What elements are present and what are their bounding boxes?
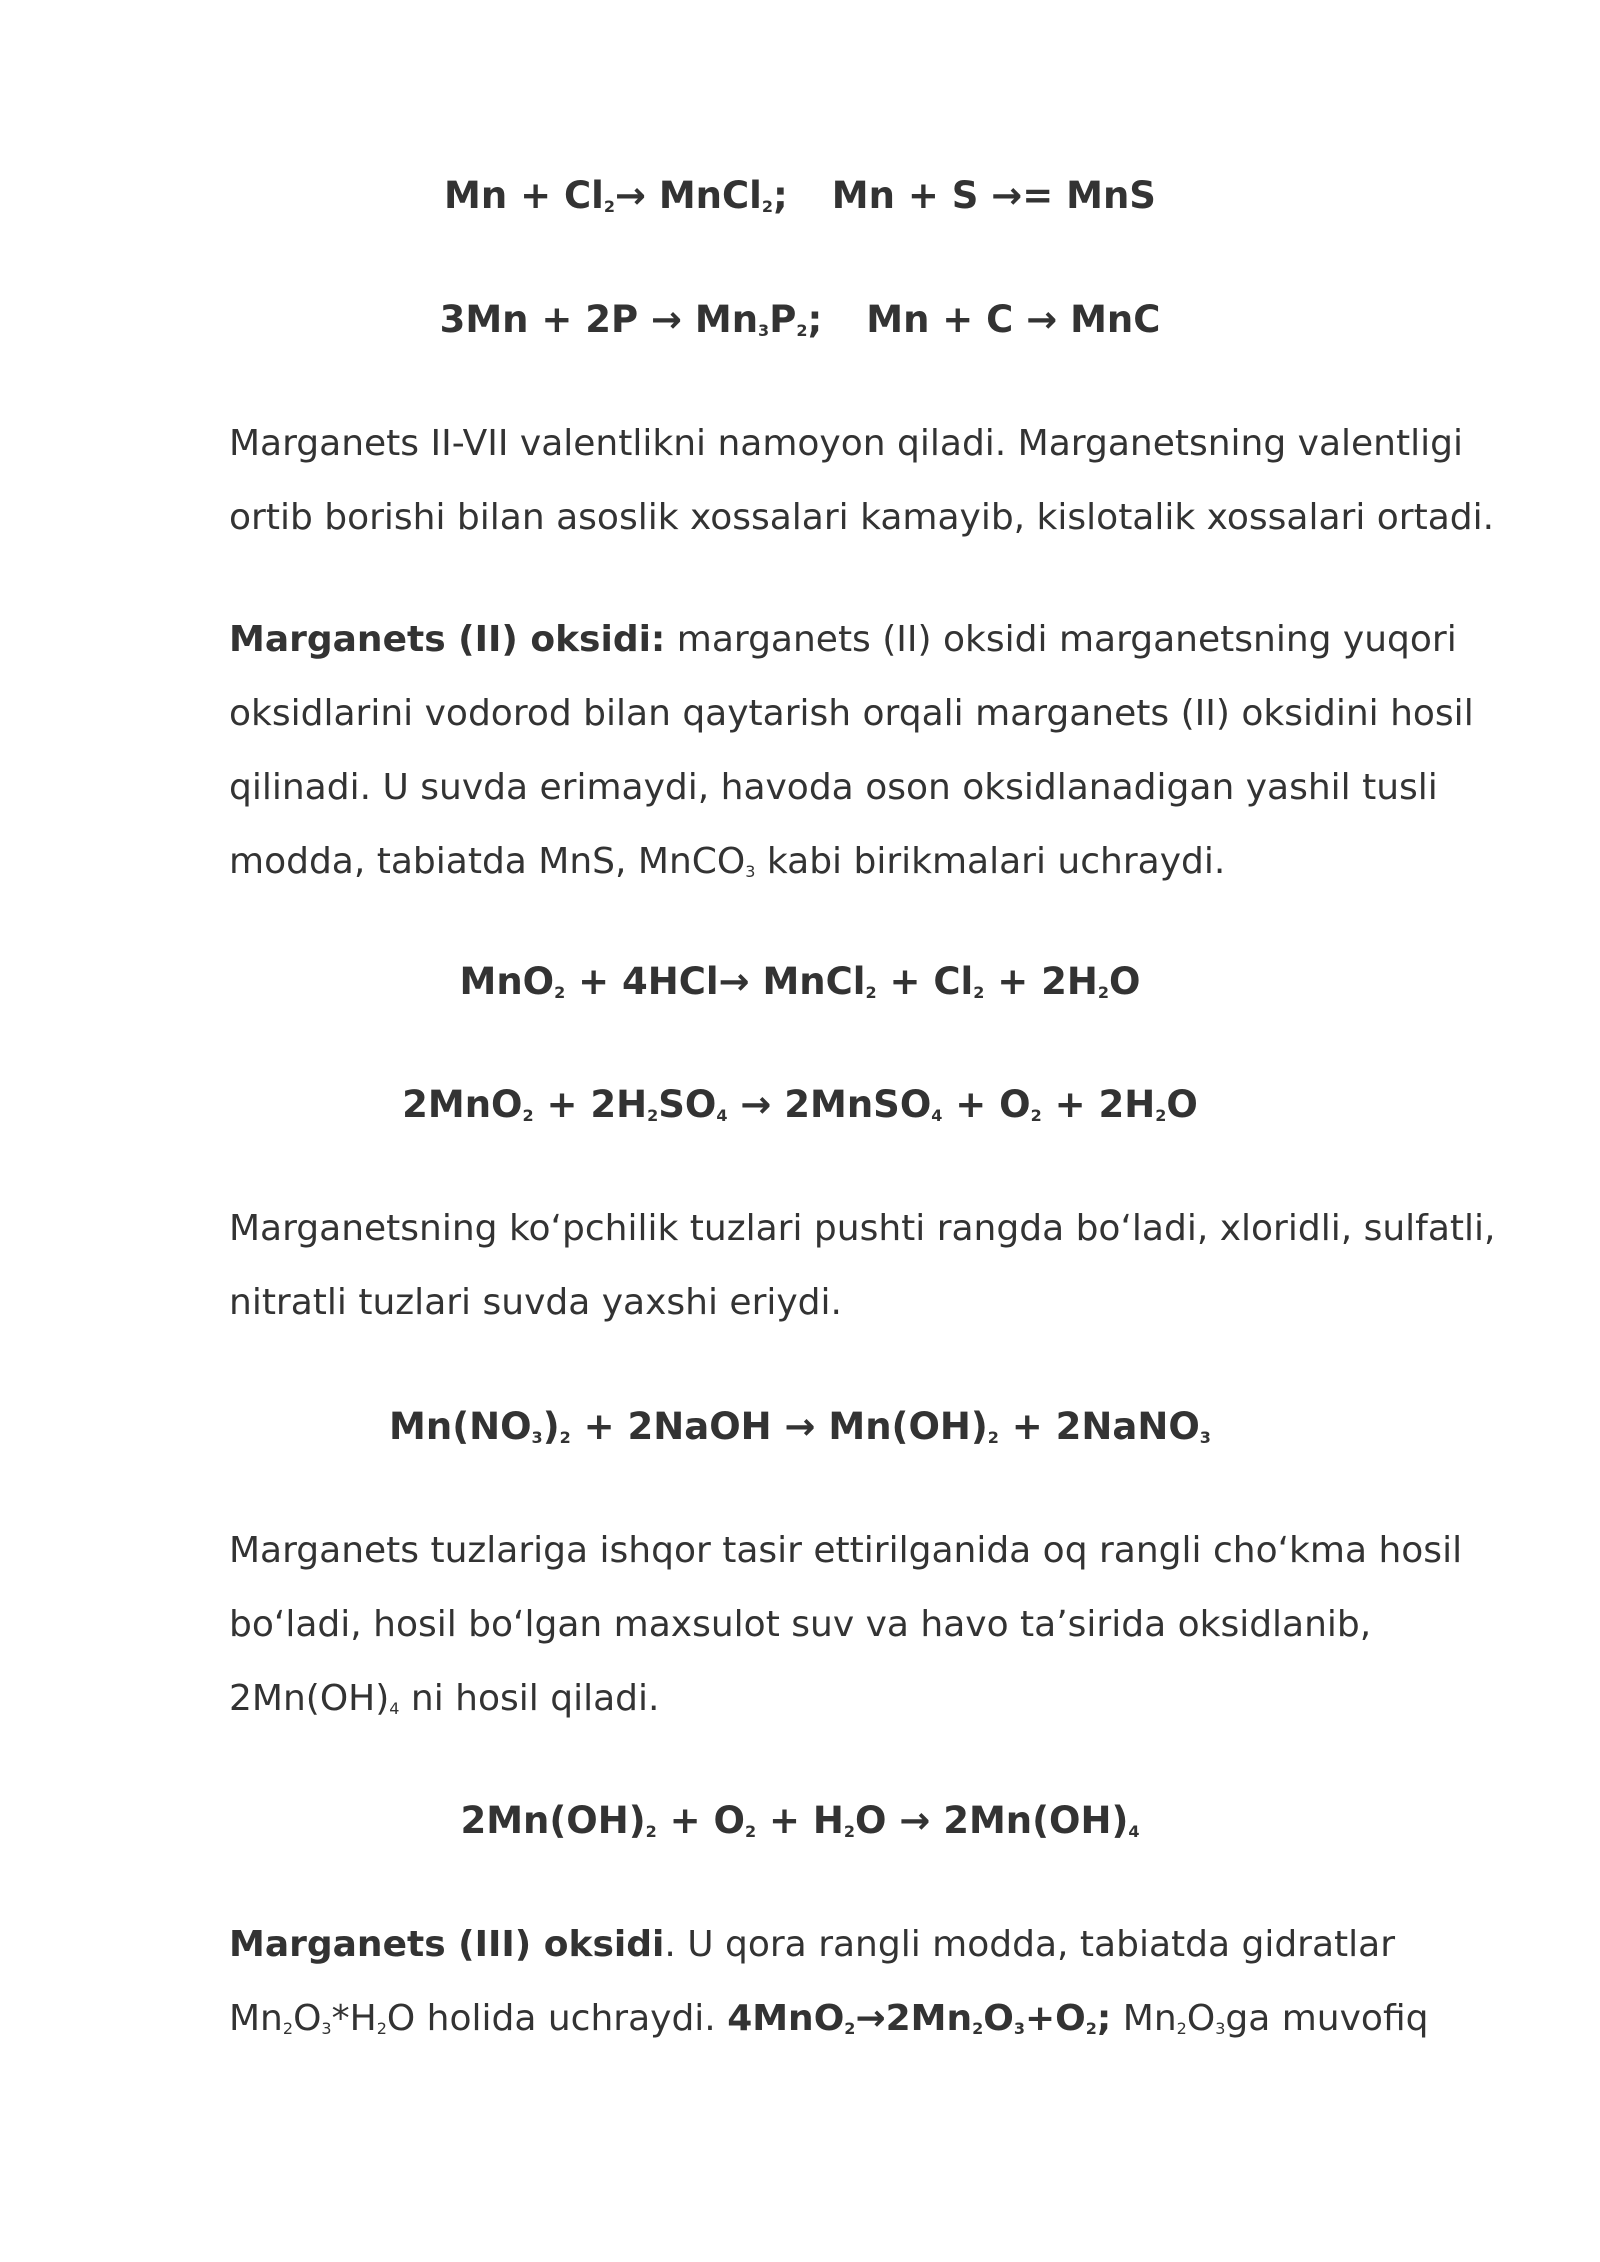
text-line: oksidlarini vodorod bilan qaytarish orqali marganets (II) oksidini hosil	[229, 693, 1474, 734]
text-part: O	[1186, 1998, 1216, 2039]
text-part: ni hosil qiladi.	[399, 1678, 660, 1719]
subscript: 2	[843, 1822, 855, 1841]
section-heading: Marganets (III) oksidi	[229, 1924, 665, 1965]
inline-equation	[727, 1998, 1111, 2039]
text-line: Marganets II-VII valentlikni namoyon qiladi. Marganetsning valentligi	[229, 423, 1463, 464]
text-part: . U qora rangli modda, tabiatda gidratlar	[664, 1924, 1396, 1965]
text-line: Marganetsning koʻpchilik tuzlari pushti rangda boʻladi, xloridli, sulfatli,	[229, 1208, 1496, 1249]
subscript: 2	[559, 1428, 571, 1447]
equation-part: →2Mn	[855, 1998, 973, 2039]
text-line: nitratli tuzlari suvda yaxshi eriydi.	[229, 1282, 842, 1323]
equation-part: + Cl	[876, 960, 974, 1003]
equation-part: Mn + C → MnC	[866, 298, 1161, 341]
subscript: 3	[531, 1428, 543, 1447]
equation-part: )	[542, 1405, 560, 1448]
subscript: 2	[796, 321, 808, 340]
paragraph-mn-iii-oxide	[229, 1908, 1489, 2056]
subscript: 2	[282, 2019, 294, 2038]
text-part: Mn	[229, 1998, 283, 2039]
equation-part: 4MnO	[727, 1998, 845, 2039]
subscript: 3	[1215, 2019, 1226, 2038]
text-part: marganets (II) oksidi marganetsning yuqori	[665, 619, 1457, 660]
subscript: 4	[931, 1106, 943, 1125]
subscript: 2	[761, 197, 773, 216]
equation-part: + 4HCl→ MnCl	[565, 960, 866, 1003]
paragraph-valence	[229, 407, 1495, 555]
equation-part: + 2NaNO	[998, 1405, 1200, 1448]
subscript: 2	[554, 983, 566, 1002]
equation-part: O → 2Mn(OH)	[855, 1799, 1129, 1842]
text-part: O	[293, 1998, 322, 2039]
equation-part: O	[1166, 1083, 1198, 1126]
equation-mno2-hcl	[0, 958, 1600, 1006]
subscript: 2	[1030, 1106, 1042, 1125]
section-heading: Marganets (II) oksidi:	[229, 619, 666, 660]
subscript: 2	[865, 983, 877, 1002]
equation-part: MnO	[459, 960, 555, 1003]
equation-part: + O	[942, 1083, 1031, 1126]
equation-part: ;	[772, 174, 788, 217]
equation-part: 2Mn(OH)	[460, 1799, 646, 1842]
subscript: 3	[758, 321, 770, 340]
equation-mn-cl-s	[0, 172, 1600, 220]
paragraph-salts	[229, 1192, 1496, 1340]
equation-mn-p-c	[0, 296, 1600, 344]
text-part: ga muvofiq	[1225, 1998, 1429, 2039]
paragraph-alkali	[229, 1514, 1489, 1736]
equation-part: Mn(NO	[389, 1405, 532, 1448]
paragraph-mn-ii-oxide	[229, 603, 1489, 899]
equation-mn-oh-oxidation	[0, 1797, 1600, 1845]
equation-mn-no3-naoh	[0, 1403, 1600, 1451]
equation-part: Mn + Cl	[444, 174, 604, 217]
text-part: *H	[331, 1998, 377, 2039]
subscript: 2	[1097, 983, 1109, 1002]
text-part: kabi birikmalari uchraydi.	[755, 841, 1226, 882]
subscript: 3	[1013, 2019, 1025, 2038]
equation-part: + 2H	[533, 1083, 648, 1126]
equation-part: → 2MnSO	[727, 1083, 932, 1126]
equation-part: + 2H	[984, 960, 1098, 1003]
equation-part: +O	[1025, 1998, 1086, 2039]
subscript: 2	[972, 2019, 984, 2038]
text-line: qilinadi. U suvda erimaydi, havoda oson oksidlanadigan yashil tusli	[229, 767, 1438, 808]
subscript: 2	[1176, 2019, 1187, 2038]
text-line: ortib borishi bilan asoslik xossalari kamayib, kislotalik xossalari ortadi.	[229, 497, 1495, 538]
subscript: 3	[321, 2019, 332, 2038]
subscript: 2	[973, 983, 985, 1002]
equation-part: 3Mn + 2P → Mn	[439, 298, 759, 341]
text-line: Marganets tuzlariga ishqor tasir ettirilganida oq rangli choʻkma hosil	[229, 1530, 1463, 1571]
subscript: 4	[1128, 1822, 1140, 1841]
subscript: 2	[1155, 1106, 1167, 1125]
text-part: 2Mn(OH)	[229, 1678, 390, 1719]
subscript: 4	[389, 1699, 400, 1718]
subscript: 2	[376, 2019, 387, 2038]
equation-part: O	[1109, 960, 1141, 1003]
text-part: Mn	[1111, 1998, 1177, 2039]
subscript: 3	[1199, 1428, 1211, 1447]
subscript: 3	[745, 862, 756, 881]
subscript: 2	[987, 1428, 999, 1447]
equation-part: + 2H	[1041, 1083, 1156, 1126]
text-line	[229, 1908, 1489, 1982]
subscript: 2	[522, 1106, 534, 1125]
equation-part: ;	[807, 298, 823, 341]
subscript: 2	[844, 2019, 856, 2038]
subscript: 2	[645, 1822, 657, 1841]
text-line: boʻladi, hosil boʻlgan maxsulot suv va havo taʼsirida oksidlanib,	[229, 1604, 1372, 1645]
text-line	[229, 1982, 1489, 2056]
equation-part: + O	[656, 1799, 745, 1842]
equation-part: + 2NaOH → Mn(OH)	[570, 1405, 988, 1448]
text-line	[229, 1662, 1489, 1736]
subscript: 2	[744, 1822, 757, 1841]
text-part: modda, tabiatda MnS, MnCO	[229, 841, 746, 882]
equation-part: → MnCl	[614, 174, 762, 217]
subscript: 2	[1085, 2019, 1097, 2038]
text-line	[229, 825, 1489, 899]
subscript: 2	[647, 1106, 659, 1125]
equation-part: ;	[1096, 1998, 1112, 2039]
subscript: 2	[603, 197, 615, 216]
equation-part: P	[769, 298, 797, 341]
text-part: O holida uchraydi.	[386, 1998, 728, 2039]
equation-mno2-h2so4	[0, 1081, 1600, 1129]
equation-part: SO	[658, 1083, 717, 1126]
equation-part: Mn + S →= MnS	[831, 174, 1156, 217]
subscript: 4	[716, 1106, 728, 1125]
equation-part: 2MnO	[402, 1083, 523, 1126]
equation-part: O	[983, 1998, 1014, 2039]
equation-part: + H	[756, 1799, 844, 1842]
text-line	[229, 603, 1489, 677]
